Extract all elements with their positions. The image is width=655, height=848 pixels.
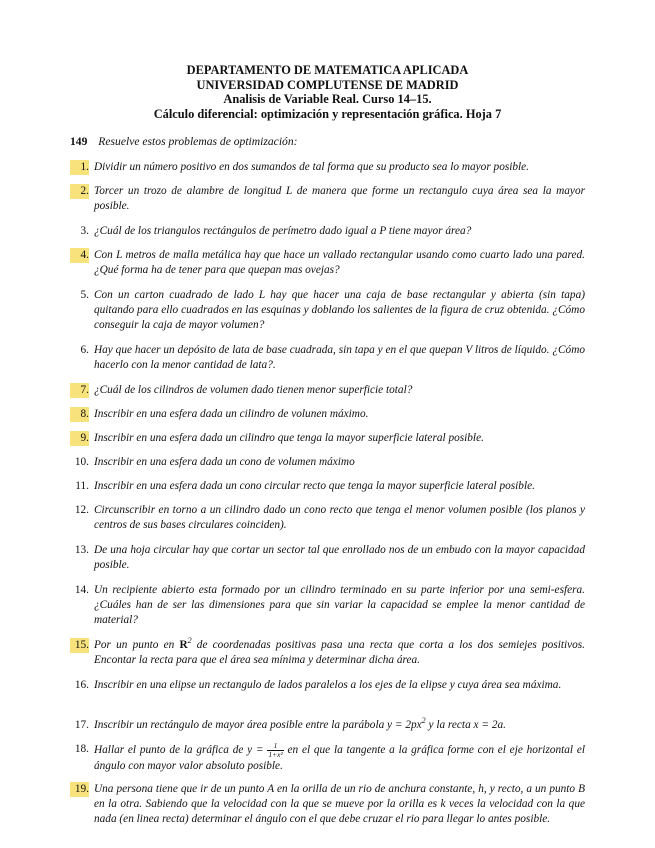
exercise-text: De una hoja circular hay que cortar un sector tal que enrollado nos de un embudo con la mayor capacidad posible. bbox=[94, 544, 585, 571]
exercise-text-part: de coordenadas positivas pasa una recta que corta a los dos semiejes positivos. Encontar la recta para que el área sea mínima y determinar dicha área. bbox=[94, 639, 585, 666]
exercise-text: Hay que hacer un depósito de lata de base cuadrada, sin tapa y en el que quepan V litros de líquido. ¿Cómo hacerlo con la menor cantidad de lata?. bbox=[94, 344, 585, 371]
exercise-number: 10. bbox=[74, 456, 89, 468]
exercise-number: 11. bbox=[75, 480, 89, 492]
exercise-item bbox=[70, 479, 585, 494]
exercise-number: 14. bbox=[74, 584, 89, 596]
exercise-item bbox=[70, 184, 585, 214]
exercise-text: Inscribir en una esfera dada un cono circular recto que tenga la mayor superficie lateral posible. bbox=[94, 480, 535, 492]
exercise-item bbox=[70, 383, 585, 398]
department-title: DEPARTAMENTO DE MATEMATICA APLICADA bbox=[186, 63, 469, 77]
exercise-text: Circunscribir en torno a un cilindro dado un cono recto que tenga el menor volumen posible (los planos y centros de sus bases circulares coinciden). bbox=[94, 504, 585, 531]
exercise-number: 1. bbox=[70, 160, 89, 175]
exercise-number: 17. bbox=[74, 719, 89, 731]
exercise-item bbox=[70, 455, 585, 470]
exercise-number: 15. bbox=[70, 638, 89, 653]
fraction-numerator: 1 bbox=[267, 742, 283, 751]
document-header bbox=[0, 63, 655, 121]
exercise-number: 3. bbox=[80, 225, 89, 237]
fraction bbox=[267, 742, 283, 759]
exercise-text: Dividir un número positivo en dos sumandos de tal forma que su producto sea lo mayor posible. bbox=[94, 161, 530, 173]
exercise-item bbox=[70, 718, 585, 733]
exercise-text: Un recipiente abierto esta formado por un cilindro terminado en su parte inferior por una semi-esfera. ¿Cuáles han de ser las dimensiones para que sin variar la capacidad se emplee la menor cantidad de material? bbox=[94, 584, 585, 626]
exercise-item bbox=[70, 742, 585, 774]
exercise-text bbox=[94, 636, 585, 666]
exercise-number: 7. bbox=[70, 383, 89, 398]
fraction-denominator: 1+x² bbox=[268, 750, 283, 759]
exercise-number: 4. bbox=[70, 248, 89, 263]
exercise-text: Con L metros de malla metálica hay que hace un vallado rectangular usando como cuarto lado una pared. ¿Qué forma ha de tener para que quepan mas ovejas? bbox=[94, 249, 585, 276]
exercise-item bbox=[70, 224, 585, 239]
exercise-item bbox=[70, 543, 585, 573]
exercise-text: Inscribir en una esfera dada un cono de volumen máximo bbox=[94, 456, 355, 468]
university-title: UNIVERSIDAD COMPLUTENSE DE MADRID bbox=[196, 77, 459, 92]
exercise-text: ¿Cuál de los triangulos rectángulos de perímetro dado igual a P tiene mayor área? bbox=[94, 225, 472, 237]
exercise-number: 5. bbox=[80, 289, 89, 301]
problem-number: 149 bbox=[70, 135, 88, 148]
exercise-text: Inscribir en una esfera dada un cilindro de volunen máximo. bbox=[94, 408, 369, 420]
exercise-text: Inscribir en una elipse un rectangulo de lados paralelos a los ejes de la elipse y cuya área sea máxima. bbox=[94, 679, 562, 691]
real-numbers-symbol: R bbox=[179, 639, 188, 651]
exercise-text-part: en el que la tangente a la gráfica forme con el eje horizontal el ángulo con mayor valor absoluto posible. bbox=[94, 744, 585, 772]
exercise-number: 13. bbox=[74, 544, 89, 556]
exercise-item bbox=[70, 160, 585, 175]
exercise-text-part: Inscribir un rectángulo de mayor área posible entre la parábola y = 2px bbox=[94, 719, 422, 731]
exercise-item bbox=[70, 678, 585, 693]
exercise-item bbox=[70, 638, 585, 668]
exercise-item bbox=[70, 288, 585, 333]
exercise-text bbox=[94, 716, 506, 731]
problem-intro bbox=[70, 135, 298, 148]
problem-instruction: Resuelve estos problemas de optimización: bbox=[98, 135, 298, 148]
exercise-text-part: Hallar el punto de la gráfica de y = bbox=[94, 744, 268, 757]
exercise-text: Inscribir en una esfera dada un cilindro que tenga la mayor superficie lateral posible. bbox=[94, 432, 484, 444]
exercise-text-part: y la recta x = 2a. bbox=[425, 719, 506, 731]
exercise-item bbox=[70, 503, 585, 533]
exercise-text: Una persona tiene que ir de un punto A en la orilla de un rio de anchura constante, h, y recto, a un punto B en la otra. Sabiendo que la velocidad con la que se mueve por la orilla es k veces la velocidad con la que nada (en linea recta) determinar el ángulo con el que debe cruzar el rio para llegar lo antes posible. bbox=[94, 783, 585, 825]
exercise-item bbox=[70, 431, 585, 446]
exercise-item bbox=[70, 782, 585, 827]
exercise-text: Con un carton cuadrado de lado L hay que hacer una caja de base rectangular y abierta (sin tapa) quitando para ello cuadrados en las esquinas y doblando los salientes de la figura de cruz obtenida. ¿Cómo conseguir la caja de mayor volumen? bbox=[94, 289, 585, 331]
exercise-number: 2. bbox=[70, 184, 89, 199]
exercise-number: 8. bbox=[70, 407, 89, 422]
exercise-item bbox=[70, 343, 585, 373]
exercise-number: 16. bbox=[74, 679, 89, 691]
exercise-number: 18. bbox=[74, 743, 89, 755]
exercise-text: ¿Cuál de los cilindros de volumen dado tienen menor superficie total? bbox=[94, 384, 413, 396]
exercise-item bbox=[70, 407, 585, 422]
exponent: 2 bbox=[187, 636, 192, 646]
exercise-item bbox=[70, 583, 585, 628]
exercise-item bbox=[70, 248, 585, 278]
exercise-text-part: Por un punto en bbox=[94, 639, 180, 651]
exercise-number: 6. bbox=[80, 344, 89, 356]
exponent: 2 bbox=[421, 716, 426, 726]
sheet-title: Cálculo diferencial: optimización y representación gráfica. Hoja 7 bbox=[153, 106, 502, 121]
exercise-number: 12. bbox=[74, 504, 89, 516]
course-title: Analisis de Variable Real. Curso 14–15. bbox=[223, 92, 432, 106]
exercise-number: 19. bbox=[70, 782, 89, 797]
exercise-text bbox=[94, 741, 585, 772]
exercise-number: 9. bbox=[70, 431, 89, 446]
exercise-text: Torcer un trozo de alambre de longitud L de manera que forme un rectangulo cuya área sea la mayor posible. bbox=[94, 185, 585, 212]
